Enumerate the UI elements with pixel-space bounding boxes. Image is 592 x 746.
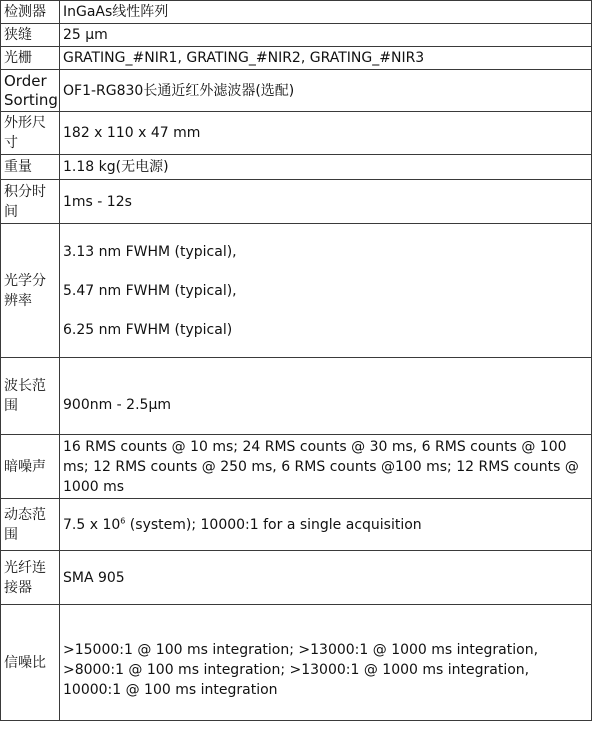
table-row: [1, 70, 592, 112]
table-row: [1, 435, 592, 499]
row-label-order-sorting: Order Sorting: [1, 70, 60, 112]
row-value-dark-noise: 16 RMS counts @ 10 ms; 24 RMS counts @ 30 ms, 6 RMS counts @ 100 ms; 12 RMS counts @ 250 ms, 6 RMS counts @100 ms; 12 RMS counts @ 1000 ms: [60, 435, 592, 499]
table-row: [1, 605, 592, 721]
dynamic-range-base: 7.5 x 10: [63, 516, 121, 533]
resolution-line-2: 5.47 nm FWHM (typical),: [63, 282, 237, 299]
row-label-dark-noise: 暗噪声: [1, 435, 60, 499]
table-row: [1, 180, 592, 224]
resolution-line-3: 6.25 nm FWHM (typical): [63, 321, 233, 338]
table-row: [1, 112, 592, 155]
row-label-fiber-connector: 光纤连接器: [1, 551, 60, 605]
row-value-dynamic-range: [60, 499, 592, 551]
row-label-wavelength-range: 波长范围: [1, 358, 60, 435]
row-label-integration-time: 积分时间: [1, 180, 60, 224]
table-row: [1, 24, 592, 47]
row-label-dimensions: 外形尺寸: [1, 112, 60, 155]
table-row: [1, 358, 592, 435]
table-row: [1, 155, 592, 180]
dynamic-range-exponent: 6: [120, 515, 126, 525]
table-row: [1, 551, 592, 605]
row-label-snr: 信噪比: [1, 605, 60, 721]
row-value-order-sorting: OF1-RG830长通近红外滤波器(选配): [60, 70, 592, 112]
row-value-detector: InGaAs线性阵列: [60, 1, 592, 24]
row-value-resolution: [60, 224, 592, 358]
row-value-slit: 25 µm: [60, 24, 592, 47]
row-value-grating: GRATING_#NIR1, GRATING_#NIR2, GRATING_#NIR3: [60, 47, 592, 70]
table-row: [1, 224, 592, 358]
row-label-resolution: 光学分辨率: [1, 224, 60, 358]
row-value-weight: 1.18 kg(无电源): [60, 155, 592, 180]
table-row: [1, 1, 592, 24]
row-label-weight: 重量: [1, 155, 60, 180]
resolution-line-1: 3.13 nm FWHM (typical),: [63, 243, 237, 260]
row-label-slit: 狭缝: [1, 24, 60, 47]
row-value-wavelength-range: 900nm - 2.5µm: [60, 358, 592, 435]
dynamic-range-suffix: (system); 10000:1 for a single acquisition: [125, 516, 422, 533]
table-row: [1, 47, 592, 70]
row-label-grating: 光栅: [1, 47, 60, 70]
row-label-detector: 检测器: [1, 1, 60, 24]
row-value-integration-time: 1ms - 12s: [60, 180, 592, 224]
row-value-snr: >15000:1 @ 100 ms integration; >13000:1 @ 1000 ms integration, >8000:1 @ 100 ms integration; >13000:1 @ 1000 ms integration, 10000:1 @ 100 ms integration: [60, 605, 592, 721]
row-label-dynamic-range: 动态范围: [1, 499, 60, 551]
table-row: [1, 499, 592, 551]
row-value-fiber-connector: SMA 905: [60, 551, 592, 605]
row-value-dimensions: 182 x 110 x 47 mm: [60, 112, 592, 155]
